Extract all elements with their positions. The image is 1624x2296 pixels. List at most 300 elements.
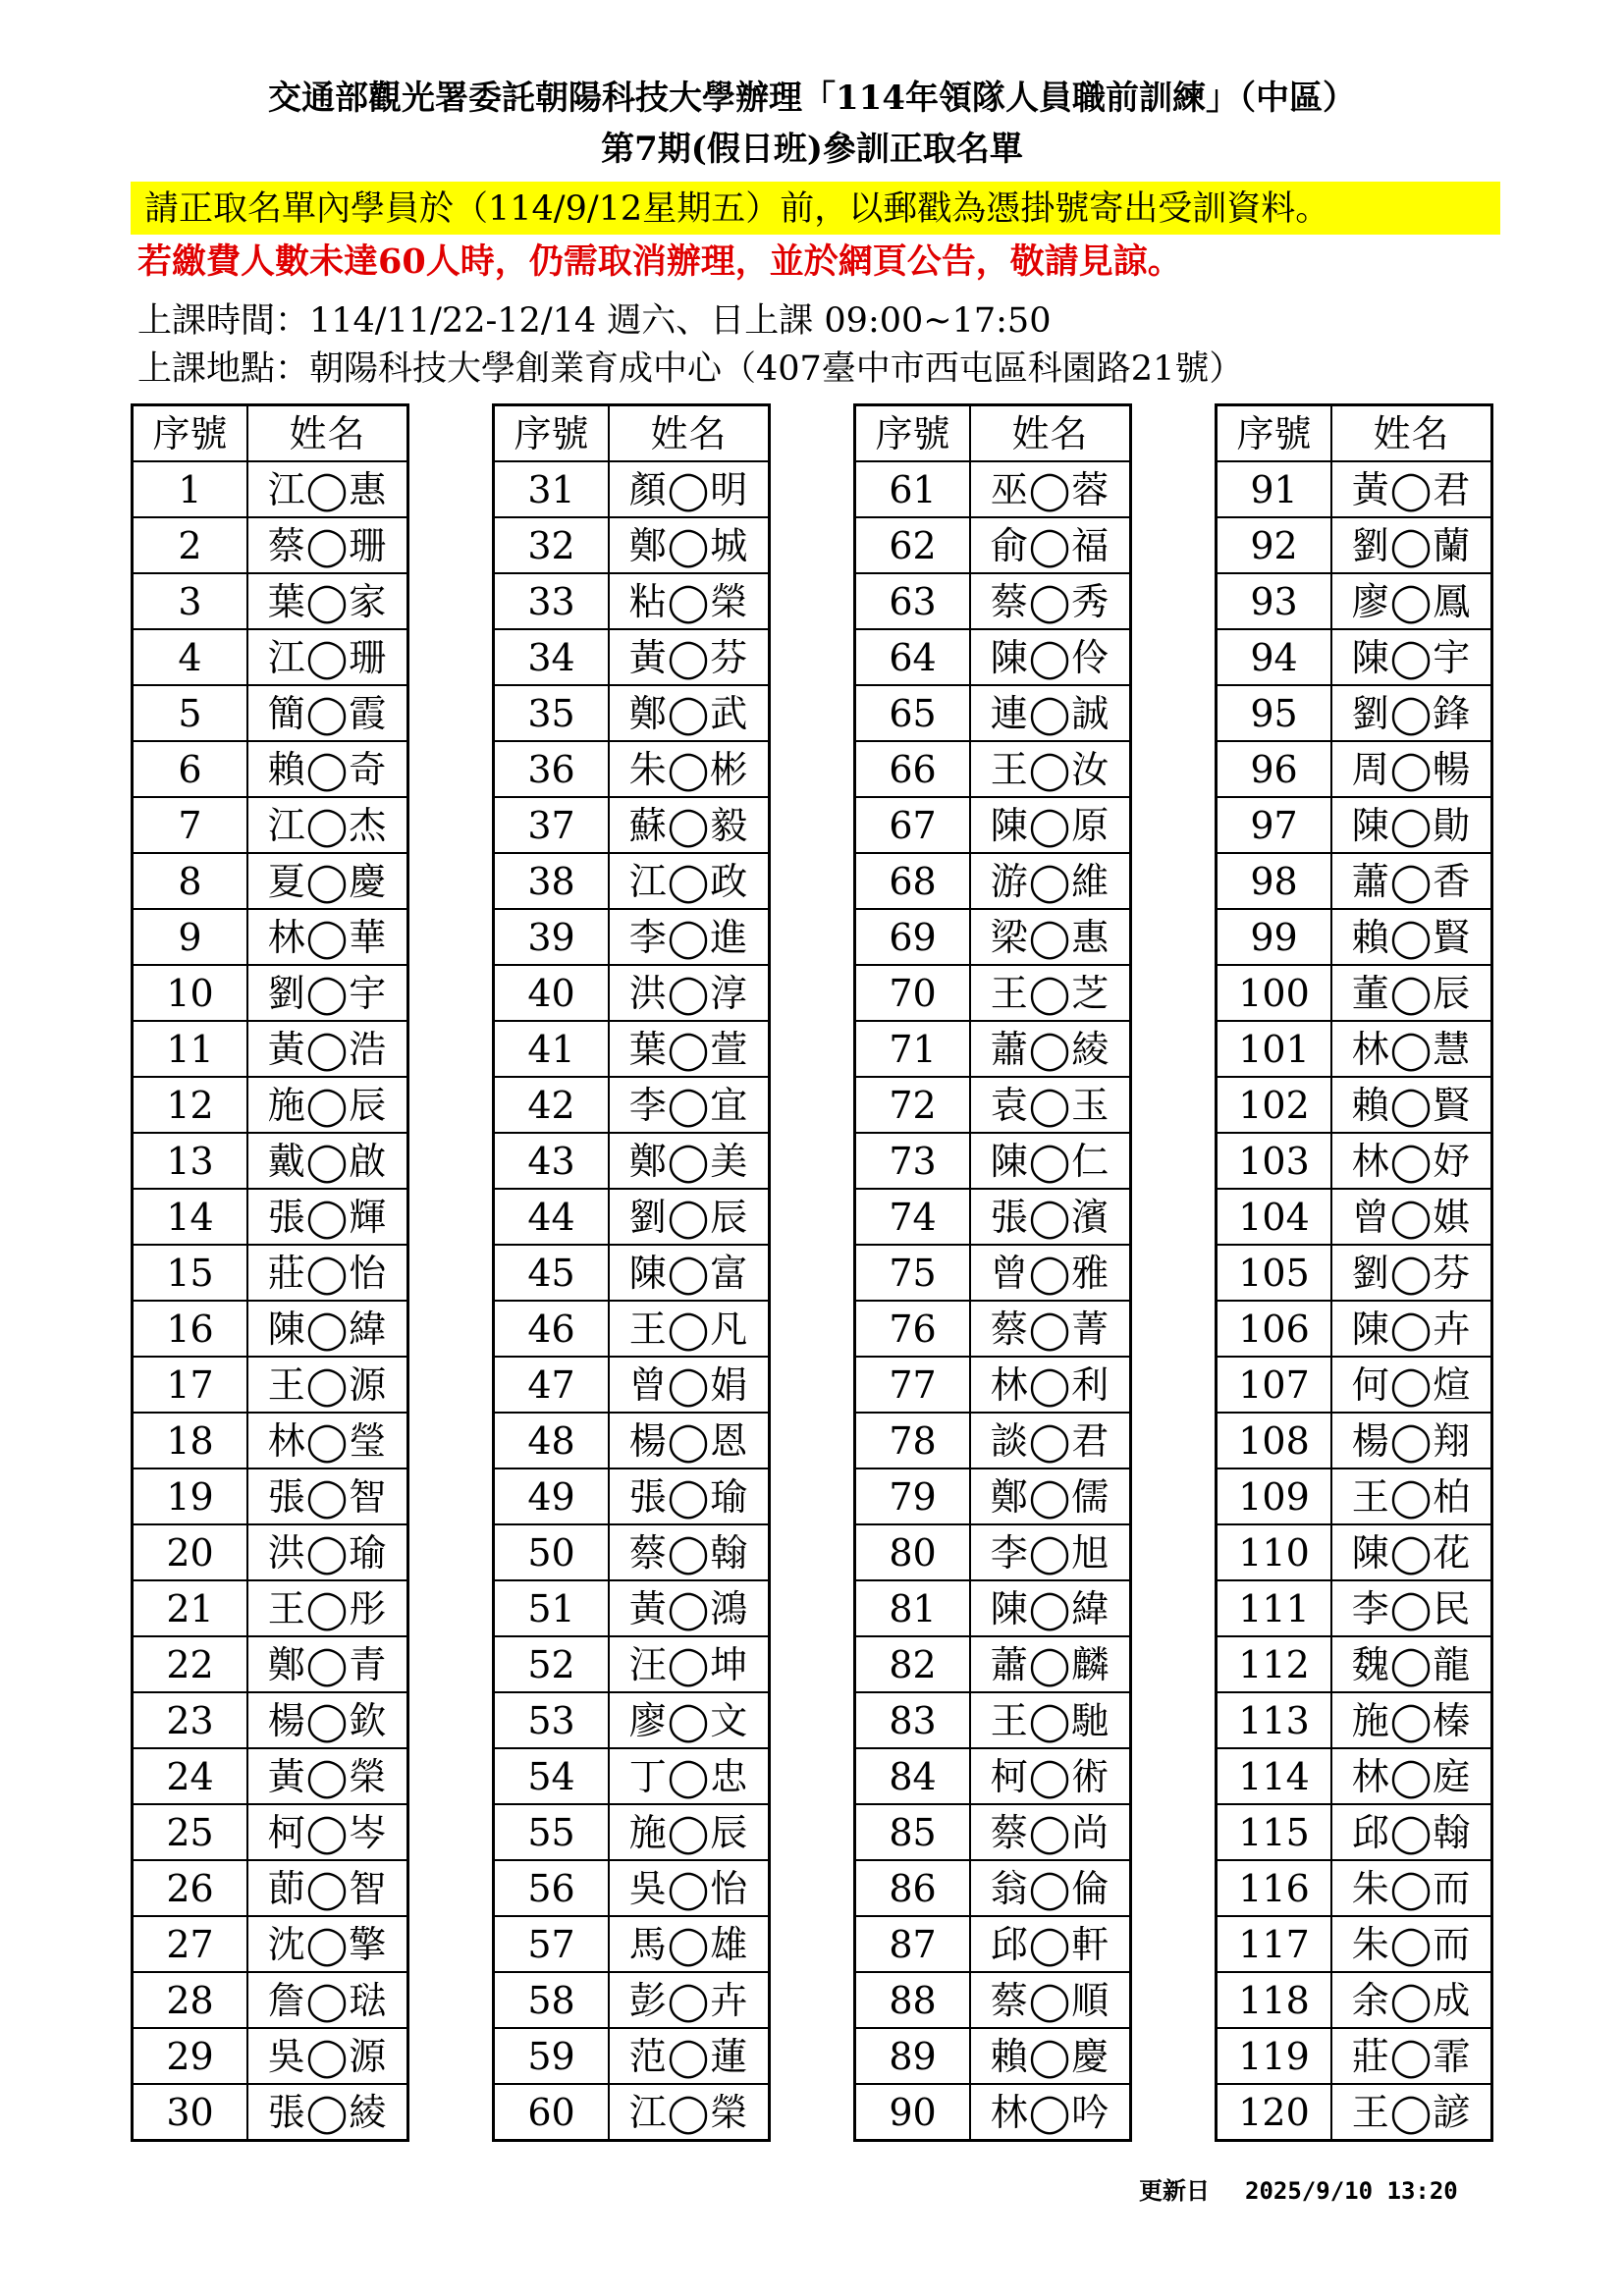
row-number: 39 bbox=[494, 909, 610, 965]
table-row bbox=[1217, 1748, 1492, 1804]
row-number: 84 bbox=[855, 1748, 971, 1804]
row-name: 蕭◯麟 bbox=[970, 1636, 1131, 1692]
table-row bbox=[1217, 1524, 1492, 1580]
row-name: 林◯華 bbox=[247, 909, 408, 965]
table-row bbox=[1217, 573, 1492, 629]
row-name: 鄭◯儒 bbox=[970, 1468, 1131, 1524]
table-row bbox=[133, 965, 408, 1021]
header-number: 序號 bbox=[1217, 405, 1332, 462]
row-name: 蔡◯珊 bbox=[247, 517, 408, 573]
row-number: 31 bbox=[494, 461, 610, 517]
row-number: 11 bbox=[133, 1021, 248, 1077]
table-row bbox=[1217, 1077, 1492, 1133]
row-name: 賴◯奇 bbox=[247, 741, 408, 797]
row-name: 黃◯榮 bbox=[247, 1748, 408, 1804]
row-name: 林◯庭 bbox=[1331, 1748, 1492, 1804]
table-row bbox=[1217, 1916, 1492, 1972]
row-name: 黃◯鴻 bbox=[609, 1580, 770, 1636]
table-row bbox=[133, 1804, 408, 1860]
row-number: 75 bbox=[855, 1245, 971, 1301]
row-name: 施◯辰 bbox=[609, 1804, 770, 1860]
row-number: 14 bbox=[133, 1189, 248, 1245]
row-name: 鄭◯青 bbox=[247, 1636, 408, 1692]
row-number: 3 bbox=[133, 573, 248, 629]
table-row bbox=[855, 1860, 1131, 1916]
table-row bbox=[494, 1580, 770, 1636]
row-name: 張◯瑜 bbox=[609, 1468, 770, 1524]
table-row bbox=[494, 685, 770, 741]
row-name: 蕭◯綾 bbox=[970, 1021, 1131, 1077]
row-number: 100 bbox=[1217, 965, 1332, 1021]
row-number: 104 bbox=[1217, 1189, 1332, 1245]
table-row bbox=[855, 2084, 1131, 2141]
table-row bbox=[494, 1357, 770, 1413]
row-number: 110 bbox=[1217, 1524, 1332, 1580]
table-row bbox=[133, 1021, 408, 1077]
row-name: 陳◯仁 bbox=[970, 1133, 1131, 1189]
table-row bbox=[855, 853, 1131, 909]
row-number: 114 bbox=[1217, 1748, 1332, 1804]
row-name: 林◯妤 bbox=[1331, 1133, 1492, 1189]
row-name: 夏◯慶 bbox=[247, 853, 408, 909]
row-name: 汪◯坤 bbox=[609, 1636, 770, 1692]
table-header-row bbox=[1217, 405, 1492, 462]
row-name: 蘇◯毅 bbox=[609, 797, 770, 853]
row-number: 89 bbox=[855, 2028, 971, 2084]
row-name: 劉◯鋒 bbox=[1331, 685, 1492, 741]
row-number: 87 bbox=[855, 1916, 971, 1972]
row-number: 62 bbox=[855, 517, 971, 573]
row-number: 23 bbox=[133, 1692, 248, 1748]
class-location: 上課地點：朝陽科技大學創業育成中心（407臺中市西屯區科園路21號） bbox=[137, 349, 1244, 389]
row-name: 余◯成 bbox=[1331, 1972, 1492, 2028]
row-number: 81 bbox=[855, 1580, 971, 1636]
table-row bbox=[1217, 1860, 1492, 1916]
row-name: 江◯珊 bbox=[247, 629, 408, 685]
row-name: 洪◯淳 bbox=[609, 965, 770, 1021]
table-row bbox=[494, 909, 770, 965]
row-number: 65 bbox=[855, 685, 971, 741]
row-number: 101 bbox=[1217, 1021, 1332, 1077]
row-number: 120 bbox=[1217, 2084, 1332, 2141]
row-name: 馬◯雄 bbox=[609, 1916, 770, 1972]
row-number: 22 bbox=[133, 1636, 248, 1692]
row-number: 118 bbox=[1217, 1972, 1332, 2028]
table-row bbox=[133, 2084, 408, 2141]
row-name: 沈◯擎 bbox=[247, 1916, 408, 1972]
row-number: 63 bbox=[855, 573, 971, 629]
row-name: 江◯惠 bbox=[247, 461, 408, 517]
row-number: 20 bbox=[133, 1524, 248, 1580]
row-name: 江◯杰 bbox=[247, 797, 408, 853]
row-name: 林◯瑩 bbox=[247, 1413, 408, 1468]
table-row bbox=[1217, 2084, 1492, 2141]
table-row bbox=[1217, 797, 1492, 853]
row-name: 袁◯玉 bbox=[970, 1077, 1131, 1133]
table-row bbox=[855, 741, 1131, 797]
table-row bbox=[855, 1413, 1131, 1468]
table-row bbox=[133, 461, 408, 517]
row-name: 陳◯富 bbox=[609, 1245, 770, 1301]
row-number: 1 bbox=[133, 461, 248, 517]
row-number: 93 bbox=[1217, 573, 1332, 629]
header-number: 序號 bbox=[855, 405, 971, 462]
row-number: 30 bbox=[133, 2084, 248, 2141]
row-name: 王◯汝 bbox=[970, 741, 1131, 797]
table-row bbox=[1217, 629, 1492, 685]
row-name: 邱◯翰 bbox=[1331, 1804, 1492, 1860]
table-row bbox=[855, 909, 1131, 965]
row-name: 李◯旭 bbox=[970, 1524, 1131, 1580]
row-name: 鄭◯武 bbox=[609, 685, 770, 741]
row-number: 29 bbox=[133, 2028, 248, 2084]
row-name: 朱◯而 bbox=[1331, 1860, 1492, 1916]
row-number: 74 bbox=[855, 1189, 971, 1245]
table-row bbox=[133, 1133, 408, 1189]
row-name: 葉◯家 bbox=[247, 573, 408, 629]
updated-label: 更新日 bbox=[1139, 2177, 1210, 2205]
table-row bbox=[1217, 853, 1492, 909]
row-name: 陳◯宇 bbox=[1331, 629, 1492, 685]
table-row bbox=[1217, 1692, 1492, 1748]
row-number: 50 bbox=[494, 1524, 610, 1580]
row-name: 蔡◯菁 bbox=[970, 1301, 1131, 1357]
row-number: 34 bbox=[494, 629, 610, 685]
table-row bbox=[855, 1524, 1131, 1580]
row-number: 102 bbox=[1217, 1077, 1332, 1133]
row-number: 55 bbox=[494, 1804, 610, 1860]
table-row bbox=[855, 1189, 1131, 1245]
row-name: 朱◯彬 bbox=[609, 741, 770, 797]
table-row bbox=[133, 1524, 408, 1580]
table-row bbox=[855, 1301, 1131, 1357]
row-number: 51 bbox=[494, 1580, 610, 1636]
table-row bbox=[1217, 1301, 1492, 1357]
row-name: 王◯源 bbox=[247, 1357, 408, 1413]
row-name: 范◯蓮 bbox=[609, 2028, 770, 2084]
row-name: 王◯芝 bbox=[970, 965, 1131, 1021]
table-row bbox=[1217, 1245, 1492, 1301]
table-row bbox=[133, 1636, 408, 1692]
row-name: 廖◯鳳 bbox=[1331, 573, 1492, 629]
deadline-notice bbox=[131, 182, 1500, 235]
row-number: 35 bbox=[494, 685, 610, 741]
row-name: 連◯誠 bbox=[970, 685, 1131, 741]
row-name: 王◯諺 bbox=[1331, 2084, 1492, 2141]
row-number: 112 bbox=[1217, 1636, 1332, 1692]
header-name: 姓名 bbox=[970, 405, 1131, 462]
row-number: 109 bbox=[1217, 1468, 1332, 1524]
table-row bbox=[133, 629, 408, 685]
header-name: 姓名 bbox=[1331, 405, 1492, 462]
table-row bbox=[1217, 2028, 1492, 2084]
page-subtitle: 第7期(假日班)參訓正取名單 bbox=[601, 130, 1023, 169]
page-title: 交通部觀光署委託朝陽科技大學辦理「114年領隊人員職前訓練」（中區） bbox=[268, 79, 1356, 118]
table-row bbox=[133, 517, 408, 573]
table-row bbox=[1217, 517, 1492, 573]
table-row bbox=[855, 1357, 1131, 1413]
row-name: 王◯凡 bbox=[609, 1301, 770, 1357]
table-row bbox=[133, 1860, 408, 1916]
row-name: 劉◯芬 bbox=[1331, 1245, 1492, 1301]
table-row bbox=[494, 461, 770, 517]
row-number: 90 bbox=[855, 2084, 971, 2141]
header-name: 姓名 bbox=[247, 405, 408, 462]
row-number: 21 bbox=[133, 1580, 248, 1636]
header-name: 姓名 bbox=[609, 405, 770, 462]
table-row bbox=[855, 1245, 1131, 1301]
row-number: 9 bbox=[133, 909, 248, 965]
row-name: 楊◯欽 bbox=[247, 1692, 408, 1748]
row-name: 林◯吟 bbox=[970, 2084, 1131, 2141]
table-row bbox=[1217, 685, 1492, 741]
row-name: 洪◯瑜 bbox=[247, 1524, 408, 1580]
row-name: 江◯政 bbox=[609, 853, 770, 909]
row-number: 6 bbox=[133, 741, 248, 797]
table-row bbox=[494, 517, 770, 573]
row-name: 邱◯軒 bbox=[970, 1916, 1131, 1972]
header-number: 序號 bbox=[494, 405, 610, 462]
row-name: 廖◯文 bbox=[609, 1692, 770, 1748]
row-number: 61 bbox=[855, 461, 971, 517]
row-name: 鄭◯城 bbox=[609, 517, 770, 573]
row-name: 彭◯卉 bbox=[609, 1972, 770, 2028]
row-name: 施◯辰 bbox=[247, 1077, 408, 1133]
row-name: 葉◯萱 bbox=[609, 1021, 770, 1077]
table-row bbox=[494, 2028, 770, 2084]
row-number: 2 bbox=[133, 517, 248, 573]
row-name: 董◯辰 bbox=[1331, 965, 1492, 1021]
row-name: 江◯榮 bbox=[609, 2084, 770, 2141]
row-number: 67 bbox=[855, 797, 971, 853]
row-number: 46 bbox=[494, 1301, 610, 1357]
row-number: 38 bbox=[494, 853, 610, 909]
row-name: 張◯濱 bbox=[970, 1189, 1131, 1245]
row-number: 48 bbox=[494, 1413, 610, 1468]
row-name: 蔡◯秀 bbox=[970, 573, 1131, 629]
table-row bbox=[133, 797, 408, 853]
table-row bbox=[133, 1357, 408, 1413]
row-name: 魏◯龍 bbox=[1331, 1636, 1492, 1692]
header-number: 序號 bbox=[133, 405, 248, 462]
row-number: 69 bbox=[855, 909, 971, 965]
row-name: 陳◯卉 bbox=[1331, 1301, 1492, 1357]
row-name: 陳◯花 bbox=[1331, 1524, 1492, 1580]
row-number: 105 bbox=[1217, 1245, 1332, 1301]
table-header-row bbox=[133, 405, 408, 462]
row-number: 37 bbox=[494, 797, 610, 853]
table-row bbox=[855, 461, 1131, 517]
table-row bbox=[494, 965, 770, 1021]
row-name: 曾◯娸 bbox=[1331, 1189, 1492, 1245]
table-row bbox=[855, 629, 1131, 685]
table-row bbox=[1217, 1972, 1492, 2028]
row-number: 68 bbox=[855, 853, 971, 909]
row-number: 4 bbox=[133, 629, 248, 685]
row-name: 詹◯琺 bbox=[247, 1972, 408, 2028]
table-row bbox=[855, 1636, 1131, 1692]
table-row bbox=[1217, 1133, 1492, 1189]
row-number: 5 bbox=[133, 685, 248, 741]
table-row bbox=[494, 1077, 770, 1133]
row-name: 李◯民 bbox=[1331, 1580, 1492, 1636]
updated-date bbox=[1139, 2171, 1458, 2206]
row-number: 72 bbox=[855, 1077, 971, 1133]
table-row bbox=[494, 741, 770, 797]
row-name: 蕭◯香 bbox=[1331, 853, 1492, 909]
table-row bbox=[494, 2084, 770, 2141]
row-number: 19 bbox=[133, 1468, 248, 1524]
table-row bbox=[1217, 1580, 1492, 1636]
row-number: 91 bbox=[1217, 461, 1332, 517]
row-number: 54 bbox=[494, 1748, 610, 1804]
row-name: 林◯利 bbox=[970, 1357, 1131, 1413]
table-header-row bbox=[494, 405, 770, 462]
table-header-row bbox=[855, 405, 1131, 462]
row-number: 8 bbox=[133, 853, 248, 909]
row-number: 108 bbox=[1217, 1413, 1332, 1468]
row-name: 鄭◯美 bbox=[609, 1133, 770, 1189]
table-row bbox=[133, 1916, 408, 1972]
row-number: 27 bbox=[133, 1916, 248, 1972]
row-number: 16 bbox=[133, 1301, 248, 1357]
row-name: 林◯慧 bbox=[1331, 1021, 1492, 1077]
row-name: 賴◯慶 bbox=[970, 2028, 1131, 2084]
row-name: 莭◯智 bbox=[247, 1860, 408, 1916]
updated-value: 2025/9/10 13:20 bbox=[1245, 2177, 1458, 2205]
table-row bbox=[133, 685, 408, 741]
row-number: 106 bbox=[1217, 1301, 1332, 1357]
table-row bbox=[855, 797, 1131, 853]
row-number: 52 bbox=[494, 1636, 610, 1692]
row-number: 57 bbox=[494, 1916, 610, 1972]
row-number: 12 bbox=[133, 1077, 248, 1133]
row-number: 71 bbox=[855, 1021, 971, 1077]
row-name: 王◯馳 bbox=[970, 1692, 1131, 1748]
row-name: 曾◯雅 bbox=[970, 1245, 1131, 1301]
row-number: 86 bbox=[855, 1860, 971, 1916]
table-row bbox=[494, 1245, 770, 1301]
row-number: 83 bbox=[855, 1692, 971, 1748]
row-number: 116 bbox=[1217, 1860, 1332, 1916]
row-number: 36 bbox=[494, 741, 610, 797]
row-name: 莊◯怡 bbox=[247, 1245, 408, 1301]
row-number: 77 bbox=[855, 1357, 971, 1413]
row-name: 簡◯霞 bbox=[247, 685, 408, 741]
row-name: 談◯君 bbox=[970, 1413, 1131, 1468]
table-row bbox=[494, 1748, 770, 1804]
table-row bbox=[133, 1413, 408, 1468]
table-row bbox=[1217, 461, 1492, 517]
table-row bbox=[855, 573, 1131, 629]
row-name: 劉◯辰 bbox=[609, 1189, 770, 1245]
row-name: 李◯宜 bbox=[609, 1077, 770, 1133]
table-row bbox=[133, 909, 408, 965]
row-number: 78 bbox=[855, 1413, 971, 1468]
table-row bbox=[133, 1468, 408, 1524]
table-row bbox=[133, 1972, 408, 2028]
row-name: 張◯智 bbox=[247, 1468, 408, 1524]
table-row bbox=[855, 1916, 1131, 1972]
row-number: 103 bbox=[1217, 1133, 1332, 1189]
row-name: 楊◯恩 bbox=[609, 1413, 770, 1468]
table-row bbox=[855, 1804, 1131, 1860]
table-row bbox=[855, 1021, 1131, 1077]
row-name: 柯◯術 bbox=[970, 1748, 1131, 1804]
row-name: 施◯榛 bbox=[1331, 1692, 1492, 1748]
table-row bbox=[494, 1524, 770, 1580]
roster-table bbox=[492, 403, 771, 2142]
table-row bbox=[494, 1972, 770, 2028]
row-number: 94 bbox=[1217, 629, 1332, 685]
table-row bbox=[1217, 741, 1492, 797]
row-name: 李◯進 bbox=[609, 909, 770, 965]
row-name: 莊◯霏 bbox=[1331, 2028, 1492, 2084]
row-number: 76 bbox=[855, 1301, 971, 1357]
table-row bbox=[855, 1133, 1131, 1189]
row-number: 24 bbox=[133, 1748, 248, 1804]
table-row bbox=[855, 1580, 1131, 1636]
table-row bbox=[855, 965, 1131, 1021]
row-number: 28 bbox=[133, 1972, 248, 2028]
row-number: 95 bbox=[1217, 685, 1332, 741]
row-number: 73 bbox=[855, 1133, 971, 1189]
roster-table bbox=[853, 403, 1132, 2142]
row-number: 85 bbox=[855, 1804, 971, 1860]
row-number: 115 bbox=[1217, 1804, 1332, 1860]
table-row bbox=[133, 1692, 408, 1748]
row-name: 陳◯緯 bbox=[247, 1301, 408, 1357]
row-name: 劉◯蘭 bbox=[1331, 517, 1492, 573]
row-number: 56 bbox=[494, 1860, 610, 1916]
row-name: 戴◯啟 bbox=[247, 1133, 408, 1189]
row-name: 翁◯倫 bbox=[970, 1860, 1131, 1916]
row-number: 80 bbox=[855, 1524, 971, 1580]
row-name: 蔡◯順 bbox=[970, 1972, 1131, 2028]
row-name: 游◯維 bbox=[970, 853, 1131, 909]
row-name: 楊◯翔 bbox=[1331, 1413, 1492, 1468]
cancellation-notice: 若繳費人數未達60人時，仍需取消辦理，並於網頁公告，敬請見諒。 bbox=[137, 241, 1182, 282]
table-row bbox=[494, 573, 770, 629]
row-name: 黃◯君 bbox=[1331, 461, 1492, 517]
table-row bbox=[494, 1133, 770, 1189]
row-number: 60 bbox=[494, 2084, 610, 2141]
table-row bbox=[494, 853, 770, 909]
table-row bbox=[855, 1468, 1131, 1524]
table-row bbox=[1217, 965, 1492, 1021]
table-row bbox=[133, 2028, 408, 2084]
row-name: 黃◯浩 bbox=[247, 1021, 408, 1077]
table-row bbox=[494, 1804, 770, 1860]
table-row bbox=[1217, 1468, 1492, 1524]
row-name: 王◯彤 bbox=[247, 1580, 408, 1636]
row-number: 70 bbox=[855, 965, 971, 1021]
row-number: 41 bbox=[494, 1021, 610, 1077]
table-row bbox=[494, 1301, 770, 1357]
table-row bbox=[1217, 1357, 1492, 1413]
table-row bbox=[494, 1916, 770, 1972]
table-row bbox=[1217, 1413, 1492, 1468]
table-row bbox=[855, 2028, 1131, 2084]
row-name: 丁◯忠 bbox=[609, 1748, 770, 1804]
table-row bbox=[855, 685, 1131, 741]
row-number: 66 bbox=[855, 741, 971, 797]
row-number: 49 bbox=[494, 1468, 610, 1524]
row-number: 10 bbox=[133, 965, 248, 1021]
row-name: 巫◯蓉 bbox=[970, 461, 1131, 517]
row-number: 15 bbox=[133, 1245, 248, 1301]
row-number: 98 bbox=[1217, 853, 1332, 909]
